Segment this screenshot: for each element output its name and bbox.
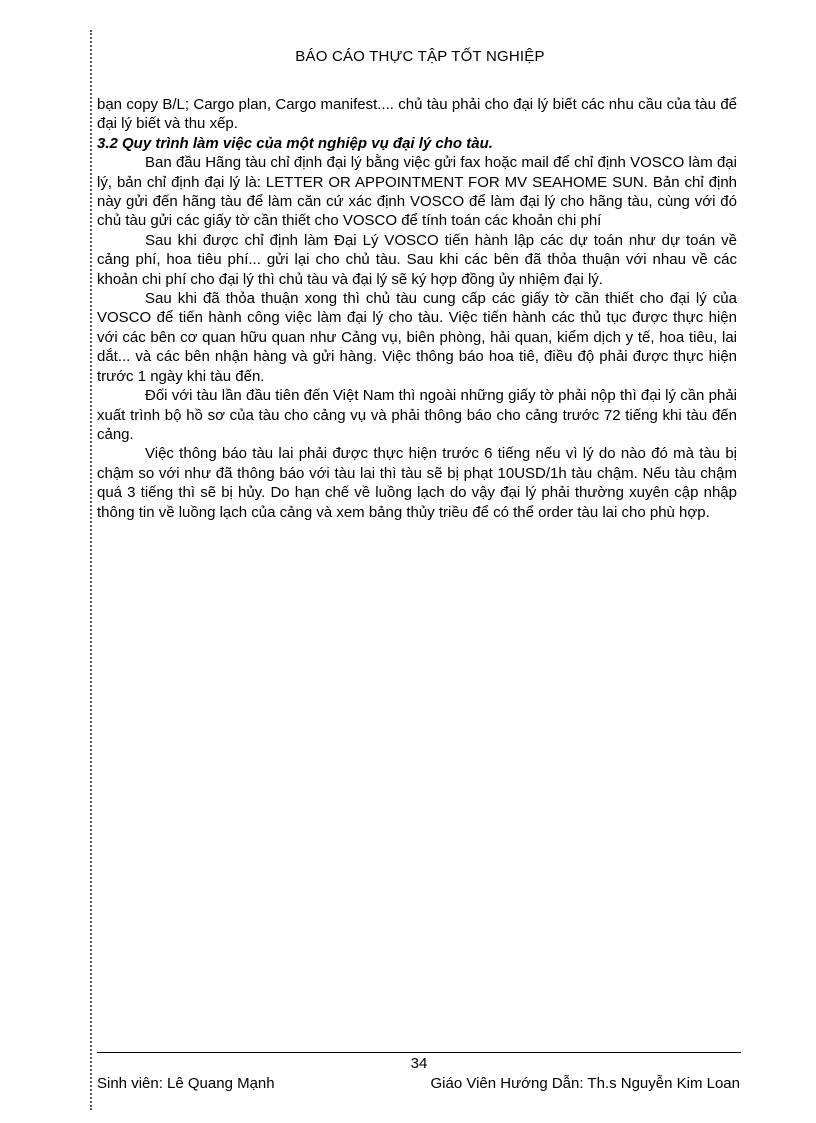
body-paragraph: Việc thông báo tàu lai phải được thực hiện trước 6 tiếng nếu vì lý do nào đó mà tàu bị chậm so với như đã thông báo với tàu lai thì tàu sẽ bị phạt 10USD/1h tàu chậm. Nếu tàu chậm quá 3 tiếng thì sẽ bị hủy. Do hạn chế về luồng lạch do vậy đại lý phải thường xuyên cập nhập thông tin về luồng lạch của cảng và xem bảng thủy triều để có thể order tàu lai cho phù hợp. bbox=[97, 445, 737, 521]
advisor-name: Giáo Viên Hướng Dẫn: Th.s Nguyễn Kim Loan bbox=[430, 1075, 740, 1092]
page-number: 34 bbox=[410, 1055, 428, 1072]
body-paragraph: Ban đầu Hãng tàu chỉ định đại lý bằng việc gửi fax hoặc mail để chỉ định VOSCO làm đại lý, bản chỉ định đại lý là: LETTER OR APPOINTMENT FOR MV SEAHOME SUN. Bản chỉ định này gửi đến hãng tàu để làm căn cứ xác định VOSCO để làm đại lý cho hãng tàu, cùng với đó chủ tàu gửi các giấy tờ cần thiết cho VOSCO để tính toán các khoản chi phí bbox=[97, 154, 737, 230]
document-body bbox=[97, 95, 737, 522]
body-paragraph: Sau khi đã thỏa thuận xong thì chủ tàu cung cấp các giấy tờ cần thiết cho đại lý của VOSCO để tiến hành công việc làm đại lý cho tàu. Việc tiến hành các thủ tục được thực hiện với các bên cơ quan hữu quan như Cảng vụ, biên phòng, hải quan, kiểm dịch y tế, hoa tiêu, lai dắt... và các bên nhận hàng và gửi hàng. Việc thông báo hoa tiê, điều độ phải được thực hiện trước 1 ngày khi tàu đến. bbox=[97, 290, 737, 385]
left-margin-border bbox=[90, 30, 92, 1110]
intro-paragraph: bạn copy B/L; Cargo plan, Cargo manifest.... chủ tàu phải cho đại lý biết các nhu cầu của tàu để đại lý biết và thu xếp. bbox=[97, 96, 737, 133]
section-heading: 3.2 Quy trình làm việc của một nghiệp vụ đại lý cho tàu. bbox=[97, 134, 493, 152]
body-paragraph: Sau khi được chỉ định làm Đại Lý VOSCO tiến hành lập các dự toán như dự toán về cảng phí, hoa tiêu phí... gửi lại cho chủ tàu. Sau khi các bên đã thỏa thuận với nhau về các khoản chi phí cho đại lý thì chủ tàu và đại lý sẽ ký hợp đồng ủy nhiệm đại lý. bbox=[97, 231, 737, 288]
body-paragraph: Đối với tàu lần đầu tiên đến Việt Nam thì ngoài những giấy tờ phải nộp thì đại lý cần phải xuất trình bộ hồ sơ của tàu cho cảng vụ và phải thông báo cho cảng trước 72 tiếng khi tàu đến cảng. bbox=[97, 387, 737, 443]
footer-divider bbox=[97, 1052, 741, 1053]
student-name: Sinh viên: Lê Quang Mạnh bbox=[97, 1075, 275, 1092]
page-header: BÁO CÁO THỰC TẬP TỐT NGHIỆP bbox=[295, 48, 545, 65]
